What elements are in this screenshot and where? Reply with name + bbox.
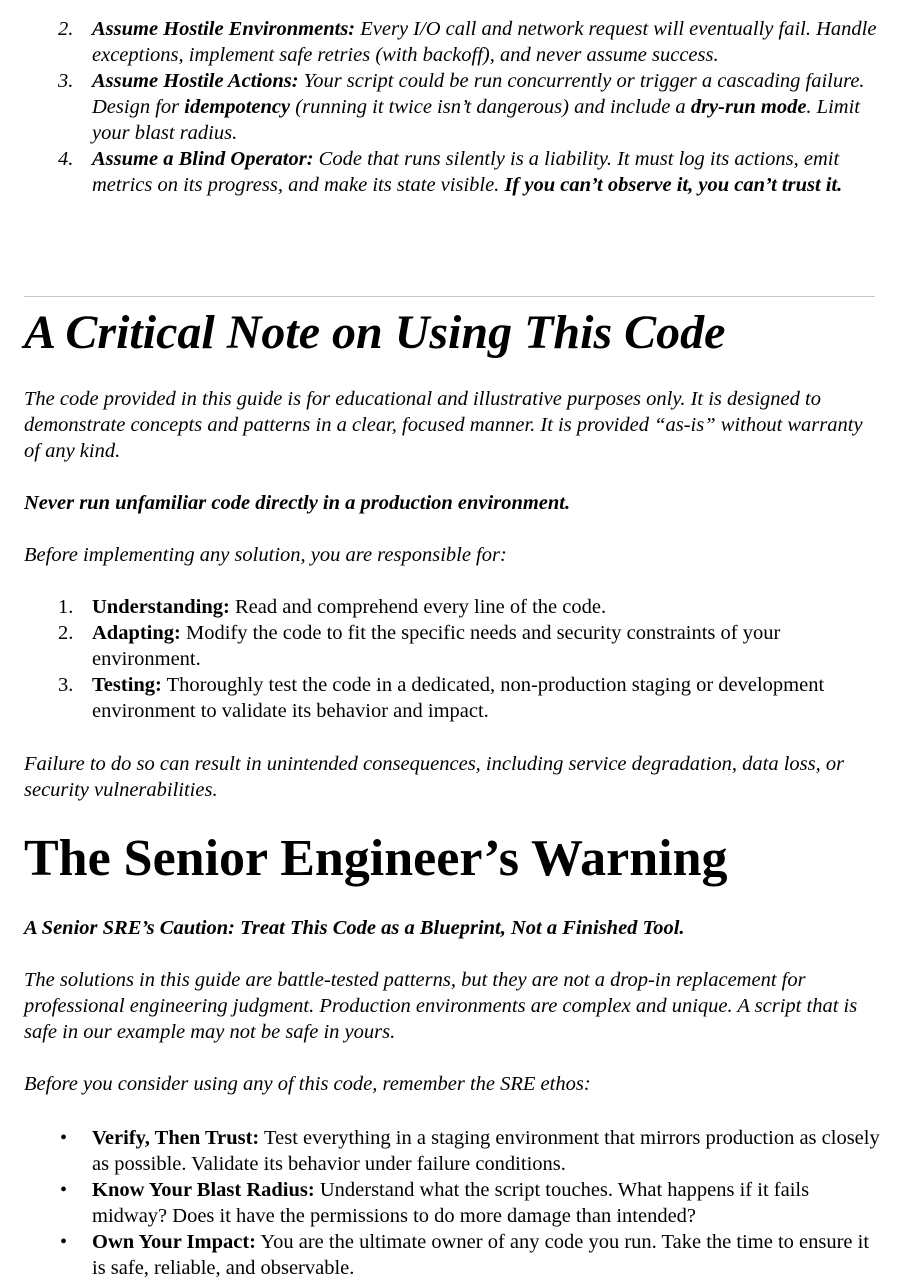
principles-list: [0, 16, 905, 198]
list-item-tail: If you can’t observe it, you can’t trust it.: [504, 174, 843, 196]
list-item-text: You are the ultimate owner of any code you run. Take the time to ensure it is safe, reliable, and observable.: [92, 1231, 870, 1279]
idempotency-term: idempotency: [184, 96, 291, 118]
responsibilities-list: [0, 594, 905, 724]
list-item-lead: Own Your Impact:: [92, 1231, 257, 1253]
list-item-text: Code that runs silently is a liability. It must log its actions, emit metrics on its progress, and make its state visible.: [92, 148, 840, 196]
list-item-lead: Understanding:: [92, 596, 230, 618]
list-item: [0, 146, 905, 198]
senior-intro-paragraph: The solutions in this guide are battle-tested patterns, but they are not a drop-in replacement for professional engineering judgment. Production environments are complex and unique. A script that is safe in our example may not be safe in yours.: [24, 969, 858, 1043]
list-item-lead: Assume Hostile Environments:: [92, 18, 356, 40]
bullet-icon: •: [60, 1127, 68, 1149]
sre-ethos-intro: Before you consider using any of this code, remember the SRE ethos:: [24, 1073, 591, 1095]
list-item: [0, 594, 905, 620]
list-item: [0, 672, 905, 724]
bullet-icon: •: [60, 1231, 68, 1253]
list-item-lead: Assume a Blind Operator:: [92, 148, 314, 170]
list-item: [0, 16, 905, 68]
list-item-text: Thoroughly test the code in a dedicated, non-production staging or development environment to validate its behavior and impact.: [92, 674, 825, 722]
senior-warning-heading: The Senior Engineer’s Warning: [24, 830, 728, 887]
list-item-lead: Testing:: [92, 674, 162, 696]
list-item-lead: Know Your Blast Radius:: [92, 1179, 315, 1201]
list-item-text: Your script could be run concurrently or trigger a cascading failure. Design for: [92, 70, 865, 118]
list-item-text: Modify the code to fit the specific needs and security constraints of your environment.: [92, 622, 781, 670]
list-number: 4.: [58, 148, 74, 170]
critical-note-heading: A Critical Note on Using This Code: [24, 306, 726, 359]
list-item-text: Understand what the script touches. What happens if it fails midway? Does it have the permissions to do more damage than intended?: [92, 1179, 810, 1227]
list-item-text: Every I/O call and network request will eventually fail. Handle exceptions, implement safe retries (with backoff), and never assume success.: [92, 18, 877, 66]
list-item-text: (running it twice isn’t dangerous) and include a: [290, 96, 691, 118]
list-number: 3.: [58, 70, 74, 92]
responsibilities-intro: Before implementing any solution, you are responsible for:: [24, 544, 507, 566]
list-item: [0, 1229, 905, 1281]
list-item-text: Test everything in a staging environment that mirrors production as closely as possible. Validate its behavior under failure conditions.: [92, 1127, 880, 1175]
list-number: 2.: [58, 622, 74, 644]
bullet-icon: •: [60, 1179, 68, 1201]
dry-run-term: dry-run mode: [690, 96, 807, 118]
list-number: 3.: [58, 674, 74, 696]
list-item-text: Read and comprehend every line of the code.: [229, 596, 607, 618]
list-item: [0, 68, 905, 146]
list-item: [0, 1125, 905, 1177]
sre-ethos-list: [0, 1125, 905, 1281]
list-item-lead: Verify, Then Trust:: [92, 1127, 260, 1149]
list-item-text: . Limit your blast radius.: [92, 96, 860, 144]
critical-warning: Never run unfamiliar code directly in a production environment.: [24, 492, 571, 514]
list-item-lead: Assume Hostile Actions:: [92, 70, 299, 92]
section-divider: [24, 296, 875, 297]
list-number: 2.: [58, 18, 74, 40]
list-item-lead: Adapting:: [92, 622, 181, 644]
critical-intro-paragraph: The code provided in this guide is for educational and illustrative purposes only. It is designed to demonstrate concepts and patterns in a clear, focused manner. It is provided “as-is” without warranty of any kind.: [24, 388, 863, 462]
list-item: [0, 620, 905, 672]
list-item: [0, 1177, 905, 1229]
list-number: 1.: [58, 596, 74, 618]
failure-paragraph: Failure to do so can result in unintended consequences, including service degradation, data loss, or security vulnerabilities.: [24, 753, 845, 801]
senior-caution-subheading: A Senior SRE’s Caution: Treat This Code as a Blueprint, Not a Finished Tool.: [24, 917, 685, 939]
